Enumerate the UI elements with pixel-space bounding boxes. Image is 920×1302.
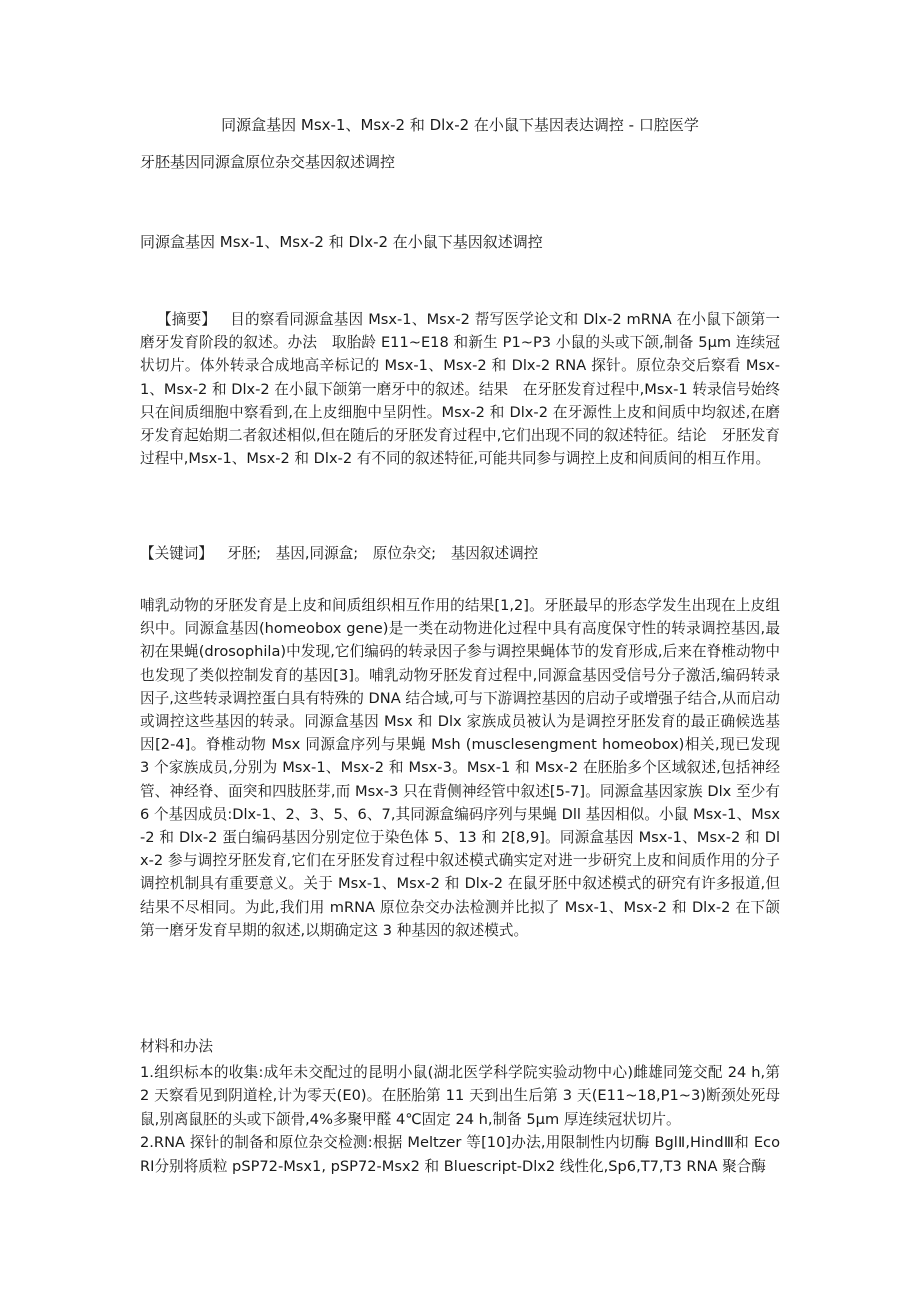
abstract-paragraph bbox=[140, 308, 780, 470]
abstract-label: 【摘要】 bbox=[157, 311, 217, 328]
methods-list bbox=[140, 1061, 780, 1178]
keywords-label: 【关键词】 bbox=[140, 545, 213, 562]
intro-paragraph: 哺乳动物的牙胚发育是上皮和间质组织相互作用的结果[1,2]。牙胚最早的形态学发生出现在上皮组织中。同源盒基因(homeobox gene)是一类在动物进化过程中具有高度保守性的转录调控基因,最初在果蝇(drosophila)中发现,它们编码的转录因子参与调控果蝇体节的发育形成,后来在脊椎动物中也发现了类似控制发育的基因[3]。哺乳动物牙胚发育过程中,同源盒基因受信号分子激活,编码转录因子,这些转录调控蛋白具有特殊的 DNA 结合域,可与下游调控基因的启动子或增强子结合,从而启动或调控这些基因的转录。同源盒基因 Msx 和 Dlx 家族成员被认为是调控牙胚发育的最正确候选基因[2-4]。脊椎动物 Msx 同源盒序列与果蝇 Msh (musclesengment homeobox)相关,现已发现 3 个家族成员,分别为 Msx-1、Msx-2 和 Msx-3。Msx-1 和 Msx-2 在胚胎多个区域叙述,包括神经管、神经脊、面突和四肢胚芽,而 Msx-3 只在背侧神经管中叙述[5-7]。同源盒基因家族 Dlx 至少有 6 个基因成员:Dlx-1、2、3、5、6、7,其同源盒编码序列与果蝇 Dll 基因相似。小鼠 Msx-1、Msx-2 和 Dlx-2 蛋白编码基因分别定位于染色体 5、13 和 2[8,9]。同源盒基因 Msx-1、Msx-2 和 Dlx-2 参与调控牙胚发育,它们在牙胚发育过程中叙述模式确实定对进一步研究上皮和间质作用的分子调控机制具有重要意义。关于 Msx-1、Msx-2 和 Dlx-2 在鼠牙胚中叙述模式的研究有许多报道,但结果不尽相同。为此,我们用 mRNA 原位杂交办法检测并比拟了 Msx-1、Msx-2 和 Dlx-2 在下颌第一磨牙发育早期的叙述,以期确定这 3 种基因的叙述模式。 bbox=[140, 597, 780, 939]
article-title: 同源盒基因 Msx-1、Msx-2 和 Dlx-2 在小鼠下基因叙述调控 bbox=[140, 233, 543, 251]
abstract-text: 目的察看同源盒基因 Msx-1、Msx-2 帮写医学论文和 Dlx-2 mRNA 在小鼠下颌第一磨牙发育阶段的叙述。办法 取胎龄 E11~E18 和新生 P1~P3 小鼠的头或下颌,制备 5μm 连续冠状切片。体外转录合成地高辛标记的 Msx-1、Msx-2 和 Dlx-2 RNA 探针。原位杂交后察看 Msx-1、Msx-2 和 Dlx-2 在小鼠下颌第一磨牙中的叙述。结果 在牙胚发育过程中,Msx-1 转录信号始终只在间质细胞中察看到,在上皮细胞中呈阴性。Msx-2 和 Dlx-2 在牙源性上皮和间质中均叙述,在磨牙发育起始期二者叙述相似,但在随后的牙胚发育过程中,它们出现不同的叙述特征。结论 牙胚发育过程中,Msx-1、Msx-2 和 Dlx-2 有不同的叙述特征,可能共同参与调控上皮和间质间的相互作用。 bbox=[140, 311, 780, 468]
methods-title: 材料和办法 bbox=[140, 1038, 213, 1055]
document-subtitle: 牙胚基因同源盒原位杂交基因叙述调控 bbox=[140, 153, 396, 171]
methods-item: 1.组织标本的收集:成年未交配过的昆明小鼠(湖北医学科学院实验动物中心)雌雄同笼交配 24 h,第 2 天察看见到阴道栓,计为零天(E0)。在胚胎第 11 天到出生后第 3 天(E11~18,P1~3)断颈处死母鼠,别离鼠胚的头或下颌骨,4%多聚甲醛 4℃固定 24 h,制备 5μm 厚连续冠状切片。 bbox=[140, 1064, 780, 1128]
keywords-text: 牙胚; 基因,同源盒; 原位杂交; 基因叙述调控 bbox=[226, 545, 539, 562]
document-header-title: 同源盒基因 Msx-1、Msx-2 和 Dlx-2 在小鼠下基因表达调控 - 口腔医学 bbox=[221, 116, 699, 134]
methods-item: 2.RNA 探针的制备和原位杂交检测:根据 Meltzer 等[10]办法,用限制性内切酶 BglⅡ,HindⅢ和 EcoRⅠ分别将质粒 pSP72-Msx1, pSP72-Msx2 和 Bluescript-Dlx2 线性化,Sp6,T7,T3 RNA 聚合酶 bbox=[140, 1134, 780, 1175]
keywords-paragraph bbox=[140, 542, 780, 565]
